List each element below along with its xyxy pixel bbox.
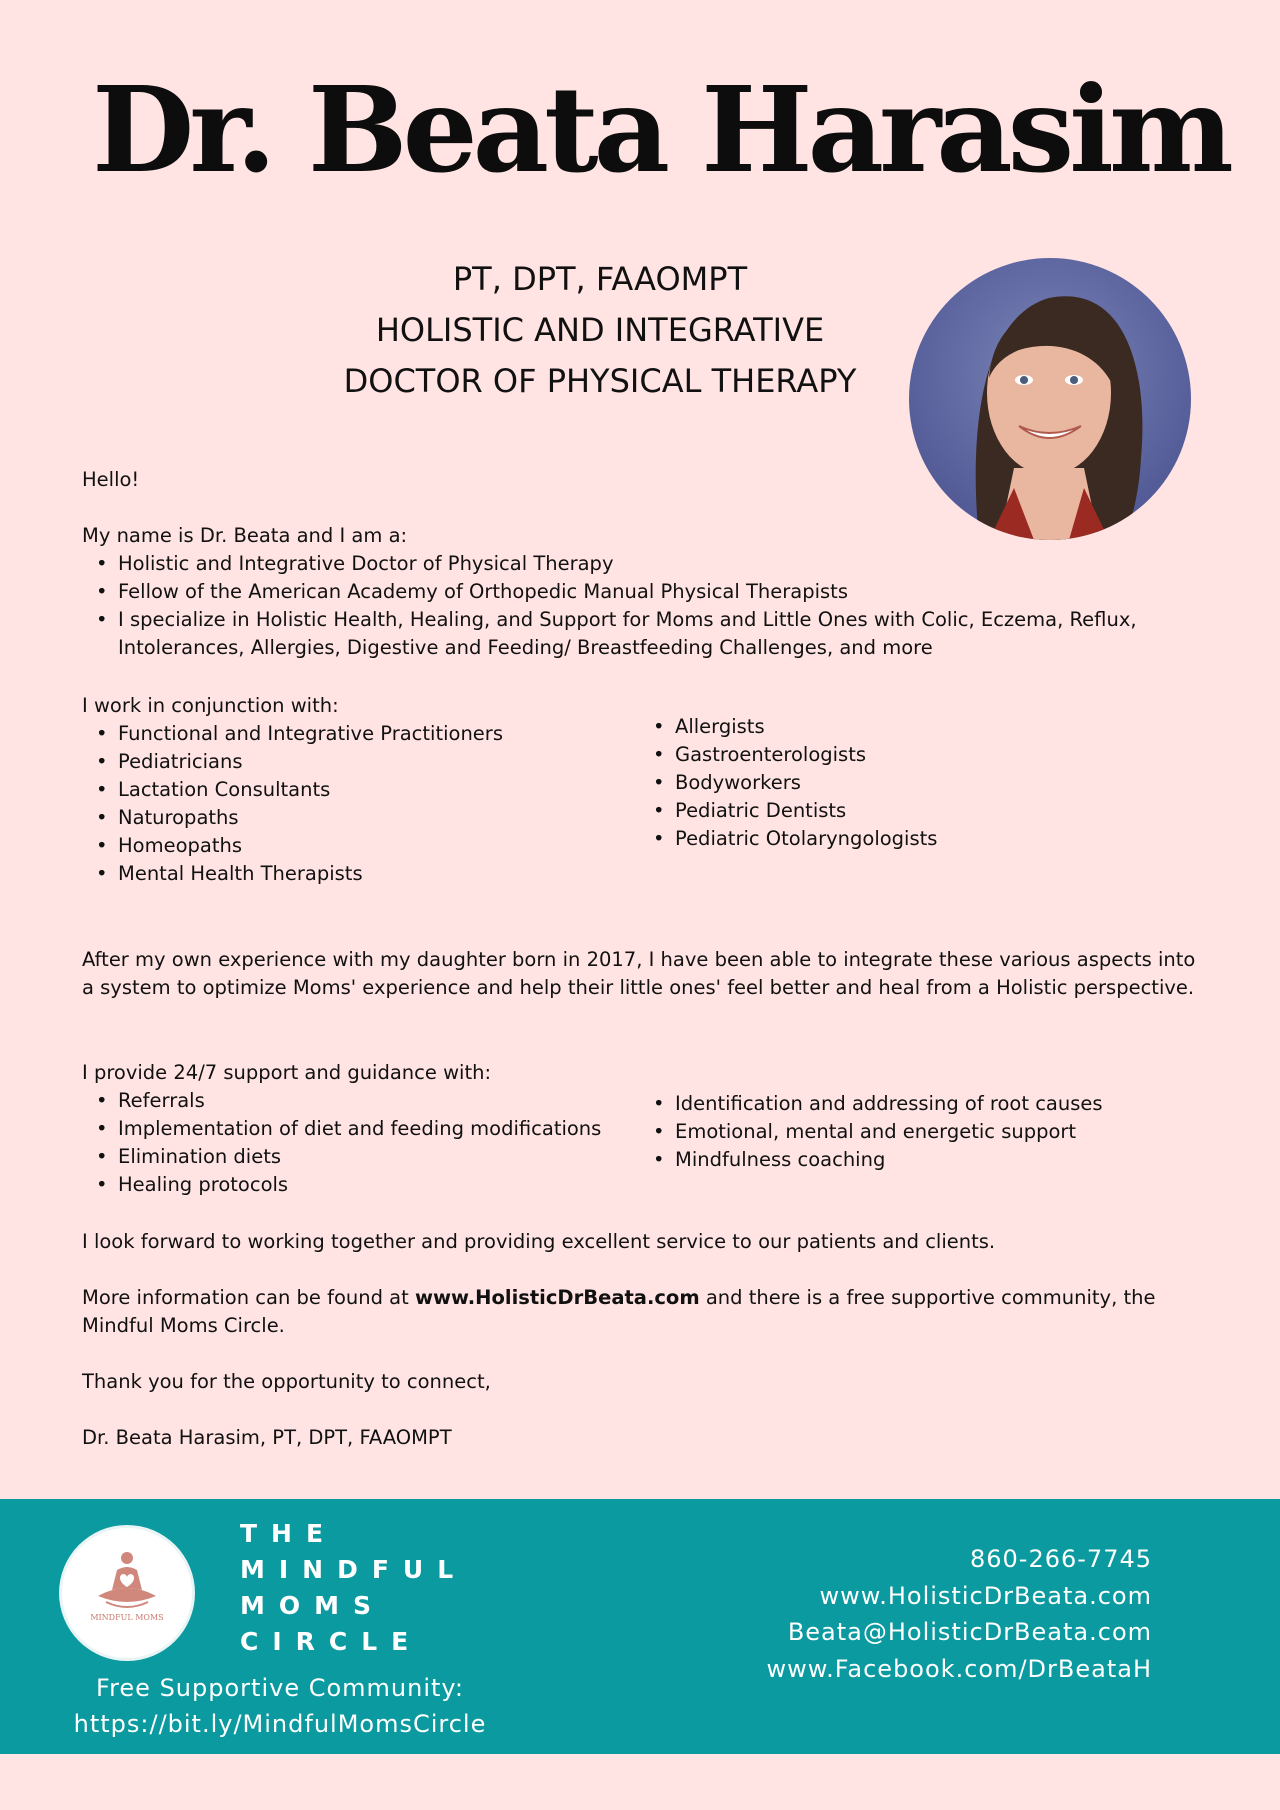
support-lead: I provide 24/7 support and guidance with: [82,1061,492,1084]
list-item: • Emotional, mental and energetic support [639,1118,1219,1146]
list-item: • Allergists [639,713,1199,741]
list-item: • Gastroenterologists [639,741,1199,769]
logo-text: MINDFUL MOMS [90,1613,164,1622]
list-item: • Pediatricians [82,748,642,776]
list-item: • Functional and Integrative Practitioners [82,720,642,748]
list-item: • Mental Health Therapists [82,860,642,888]
community-link[interactable]: https://bit.ly/MindfulMomsCircle [73,1710,487,1738]
phone-number[interactable]: 860-266-7745 [969,1545,1152,1573]
conjunction-list-right [639,713,1199,853]
list-item: • Bodyworkers [639,769,1199,797]
page-title: Dr. Beata Harasim [92,60,1229,199]
circle-name-line: THE [240,1519,338,1548]
experience-paragraph: After my own experience with my daughter born in 2017, I have been able to integrate these various aspects into a system to optimize Moms' experience and help their little ones' feel better and heal from a Holistic perspective. [82,948,1196,999]
list-item: • Identification and addressing of root causes [639,1090,1219,1118]
list-item: • Implementation of diet and feeding modifications [82,1115,642,1143]
list-item: • Referrals [82,1087,642,1115]
list-item: • Naturopaths [82,804,642,832]
mindful-moms-logo [62,1528,192,1658]
portrait-illustration [909,258,1191,540]
list-item: • Pediatric Dentists [639,797,1199,825]
list-item: • Fellow of the American Academy of Orthopedic Manual Physical Therapists [82,578,1202,606]
list-item: • Homeopaths [82,832,642,860]
intro-list [82,550,1202,662]
credentials-line: PT, DPT, FAAOMPT [452,260,748,298]
website-link[interactable]: www.HolisticDrBeata.com [414,1286,700,1309]
intro-lead: My name is Dr. Beata and I am a: [82,524,408,547]
circle-name-line: CIRCLE [240,1627,423,1656]
signature: Dr. Beata Harasim, PT, DPT, FAAOMPT [82,1426,452,1449]
credentials-line: DOCTOR OF PHYSICAL THERAPY [343,362,857,400]
info-suffix: and there is a free supportive community, the Mindful Moms Circle. [82,1286,1156,1337]
credentials [260,254,940,407]
community-info [40,1670,520,1742]
list-item: • Mindfulness coaching [639,1146,1219,1174]
closing-thanks: Thank you for the opportunity to connect, [82,1370,491,1393]
facebook-link[interactable]: www.Facebook.com/DrBeataH [766,1654,1152,1683]
list-item: • I specialize in Holistic Health, Healing, and Support for Moms and Little Ones with Colic, Eczema, Reflux, Intolerances, Allergies, Digestive and Feeding/ Breastfeeding Challenges, and more [82,606,1202,662]
conjunction-list-left [82,720,642,888]
email-link[interactable]: Beata@HolisticDrBeata.com [787,1618,1152,1646]
conjunction-lead: I work in conjunction with: [82,694,339,717]
list-item: • Elimination diets [82,1143,642,1171]
contact-info [766,1541,1152,1687]
list-item: • Pediatric Otolaryngologists [639,825,1199,853]
closing-info [82,1284,1202,1340]
support-list-right [639,1090,1219,1174]
list-item: • Holistic and Integrative Doctor of Physical Therapy [82,550,1202,578]
list-item: • Healing protocols [82,1171,642,1199]
info-prefix: More information can be found at [82,1286,415,1309]
website-link[interactable]: www.HolisticDrBeata.com [819,1581,1152,1610]
list-item: • Lactation Consultants [82,776,642,804]
circle-name-line: MINDFUL [240,1555,468,1584]
meditation-icon [62,1528,192,1658]
closing-forward: I look forward to working together and providing excellent service to our patients and clients. [82,1230,996,1253]
community-label: Free Supportive Community: [96,1674,464,1702]
greeting: Hello! [82,468,140,491]
credentials-line: HOLISTIC AND INTEGRATIVE [375,311,825,349]
circle-name [240,1516,467,1660]
support-list-left [82,1087,642,1199]
portrait-photo [909,258,1191,540]
circle-name-line: MOMS [240,1591,386,1620]
